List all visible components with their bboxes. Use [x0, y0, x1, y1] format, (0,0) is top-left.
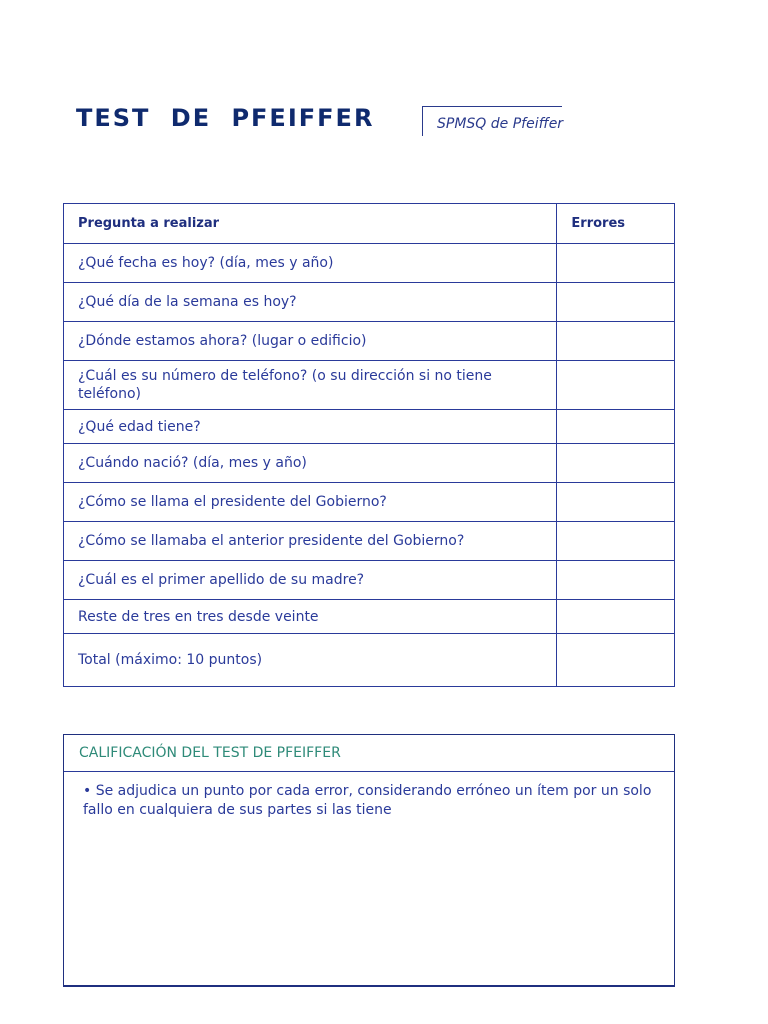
calificacion-text: • Se adjudica un punto por cada error, considerando erróneo un ítem por un solo fallo en cualquiera de sus partes si las tiene	[83, 783, 652, 818]
question-cell: ¿Qué edad tiene?	[64, 410, 557, 444]
table-row	[64, 283, 675, 322]
total-row	[64, 634, 675, 687]
errors-cell[interactable]	[557, 522, 675, 561]
subtitle: SPMSQ de Pfeiffer	[437, 116, 564, 132]
calificacion-box	[63, 734, 675, 987]
question-cell: ¿Qué día de la semana es hoy?	[64, 283, 557, 322]
question-cell: ¿Dónde estamos ahora? (lugar o edificio)	[64, 322, 557, 361]
total-errors-cell[interactable]	[557, 634, 675, 687]
errors-cell[interactable]	[557, 361, 675, 410]
table-row	[64, 444, 675, 483]
table-row	[64, 410, 675, 444]
table-header-row	[64, 204, 675, 244]
errors-cell[interactable]	[557, 483, 675, 522]
table-row	[64, 483, 675, 522]
table-row	[64, 244, 675, 283]
table-row	[64, 600, 675, 634]
questions-table	[63, 203, 675, 687]
table-row	[64, 561, 675, 600]
errors-cell[interactable]	[557, 600, 675, 634]
calificacion-heading: CALIFICACIÓN DEL TEST DE PFEIFFER	[64, 735, 674, 772]
question-cell: ¿Cuál es el primer apellido de su madre?	[64, 561, 557, 600]
question-cell: Reste de tres en tres desde veinte	[64, 600, 557, 634]
page-title: TEST DE PFEIFFER	[76, 104, 375, 132]
errors-cell[interactable]	[557, 322, 675, 361]
question-cell: ¿Cómo se llamaba el anterior presidente del Gobierno?	[64, 522, 557, 561]
question-cell: ¿Qué fecha es hoy? (día, mes y año)	[64, 244, 557, 283]
errors-cell[interactable]	[557, 244, 675, 283]
question-cell: ¿Cuál es su número de teléfono? (o su dirección si no tiene teléfono)	[64, 361, 557, 410]
question-cell: ¿Cuándo nació? (día, mes y año)	[64, 444, 557, 483]
question-cell: ¿Cómo se llama el presidente del Gobierno?	[64, 483, 557, 522]
errors-cell[interactable]	[557, 561, 675, 600]
table-row	[64, 522, 675, 561]
header-question: Pregunta a realizar	[64, 204, 557, 244]
header-errors: Errores	[557, 204, 675, 244]
errors-cell[interactable]	[557, 410, 675, 444]
errors-cell[interactable]	[557, 444, 675, 483]
subtitle-box	[422, 106, 562, 136]
errors-cell[interactable]	[557, 283, 675, 322]
table-row	[64, 361, 675, 410]
table-row	[64, 322, 675, 361]
total-cell: Total (máximo: 10 puntos)	[64, 634, 557, 687]
